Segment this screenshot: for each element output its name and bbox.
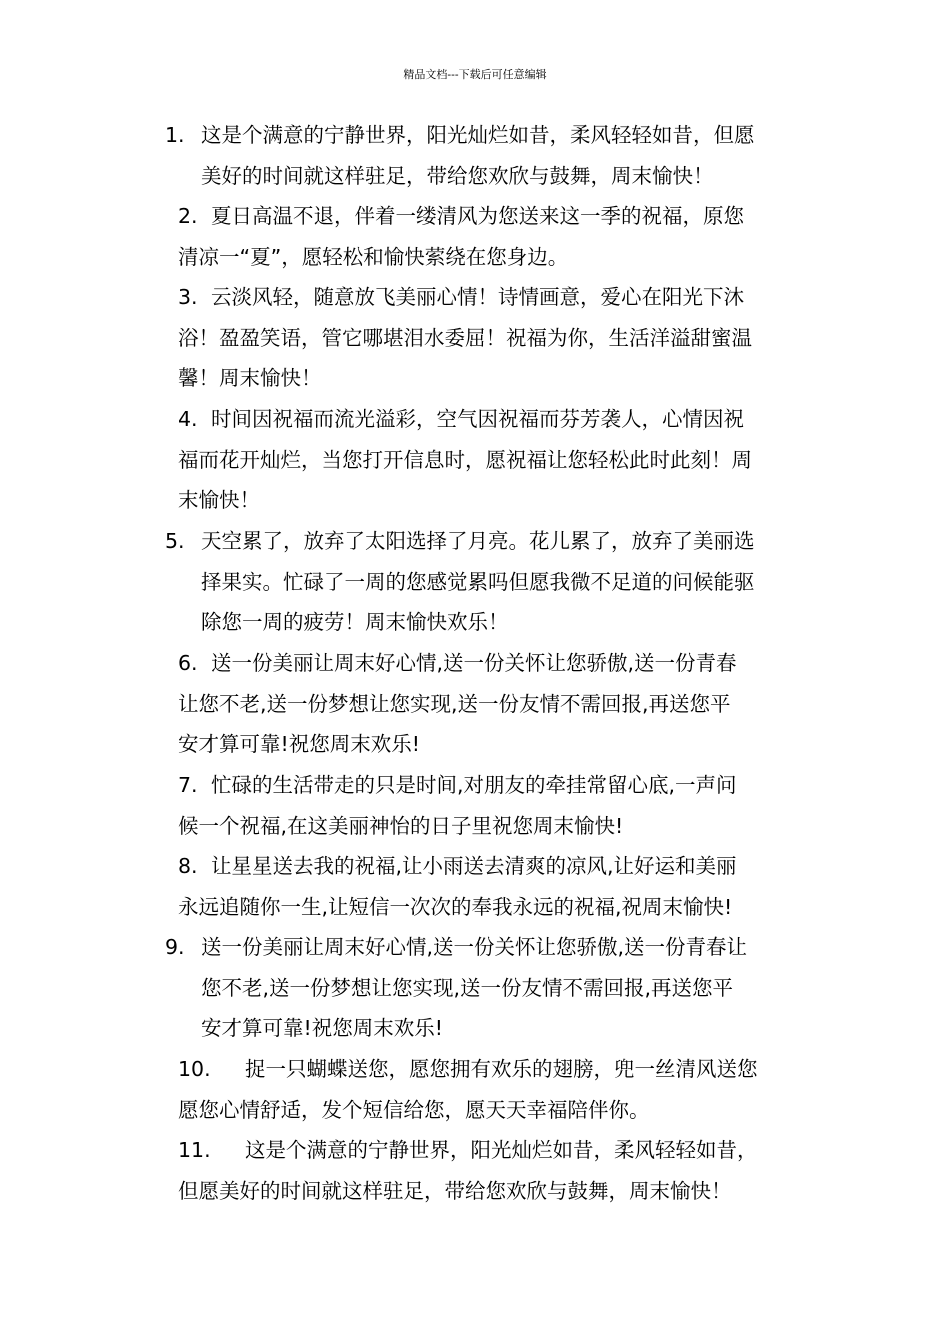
- item-text-line: 美好的时间就这样驻足，带给您欢欣与鼓舞，周末愉快！: [201, 163, 714, 188]
- item-text-line: 让您不老,送一份梦想让您实现,送一份友情不需回报,再送您平: [178, 691, 731, 716]
- item-text-line: 捉一只蝴蝶送您，愿您拥有欢乐的翅膀，兜一丝清风送您: [245, 1057, 758, 1081]
- item-text-line: 安才算可靠!祝您周末欢乐!: [178, 732, 420, 756]
- page-header: 精品文档---下载后可任意编辑: [403, 68, 547, 81]
- item-text-line: 除您一周的疲劳！周末愉快欢乐！: [201, 610, 509, 634]
- item-number: 4.: [178, 407, 198, 431]
- item-text-line: 忙碌的生活带走的只是时间,对朋友的牵挂常留心底,一声问: [211, 773, 737, 797]
- item-text-line: 择果实。忙碌了一周的您感觉累吗但愿我微不足道的问候能驱: [201, 569, 755, 594]
- item-number: 9.: [165, 935, 185, 959]
- item-text-line: 馨！周末愉快！: [178, 366, 322, 390]
- item-number: 1.: [165, 123, 185, 147]
- item-number: 8.: [178, 854, 198, 878]
- item-text-line: 清凉一“夏”，愿轻松和愉快萦绕在您身边。: [178, 244, 569, 269]
- item-number: 2.: [178, 204, 198, 228]
- item-text-line: 天空累了，放弃了太阳选择了月亮。花儿累了，放弃了美丽选: [201, 529, 755, 553]
- item-number: 6.: [178, 651, 198, 675]
- item-text-line: 候一个祝福,在这美丽神怡的日子里祝您周末愉快!: [178, 813, 624, 838]
- item-text-line: 时间因祝福而流光溢彩，空气因祝福而芬芳袭人，心情因祝: [211, 407, 744, 431]
- item-text-line: 让星星送去我的祝福,让小雨送去清爽的凉风,让好运和美丽: [211, 854, 737, 878]
- item-number: 3.: [178, 285, 198, 309]
- item-text-line: 这是个满意的宁静世界，阳光灿烂如昔，柔风轻轻如昔，但愿: [201, 123, 755, 147]
- item-text-line: 这是个满意的宁静世界，阳光灿烂如昔，柔风轻轻如昔，: [245, 1138, 758, 1162]
- item-text-line: 云淡风轻，随意放飞美丽心情！诗情画意，爱心在阳光下沐: [211, 285, 744, 309]
- item-text-line: 送一份美丽让周末好心情,送一份关怀让您骄傲,送一份青春: [211, 651, 737, 675]
- item-text-line: 您不老,送一份梦想让您实现,送一份友情不需回报,再送您平: [201, 975, 734, 1000]
- item-text-line: 安才算可靠!祝您周末欢乐!: [201, 1016, 443, 1040]
- item-number: 5.: [165, 529, 185, 553]
- item-text-line: 浴！盈盈笑语，管它哪堪泪水委屈！祝福为你，生活洋溢甜蜜温: [178, 325, 752, 350]
- item-text-line: 永远追随你一生,让短信一次次的奉我永远的祝福,祝周末愉快!: [178, 894, 733, 919]
- item-text-line: 末愉快！: [178, 488, 260, 512]
- item-text-line: 福而花开灿烂，当您打开信息时，愿祝福让您轻松此时此刻！周: [178, 447, 752, 472]
- item-number: 10.: [178, 1057, 211, 1081]
- item-text-line: 愿您心情舒适，发个短信给您，愿天天幸福陪伴你。: [178, 1097, 650, 1122]
- item-number: 7.: [178, 773, 198, 797]
- item-text-line: 送一份美丽让周末好心情,送一份关怀让您骄傲,送一份青春让: [201, 935, 748, 959]
- item-number: 11.: [178, 1138, 211, 1162]
- item-text-line: 夏日高温不退，伴着一缕清风为您送来这一季的祝福，原您: [211, 204, 744, 228]
- item-text-line: 但愿美好的时间就这样驻足，带给您欢欣与鼓舞，周末愉快！: [178, 1178, 732, 1203]
